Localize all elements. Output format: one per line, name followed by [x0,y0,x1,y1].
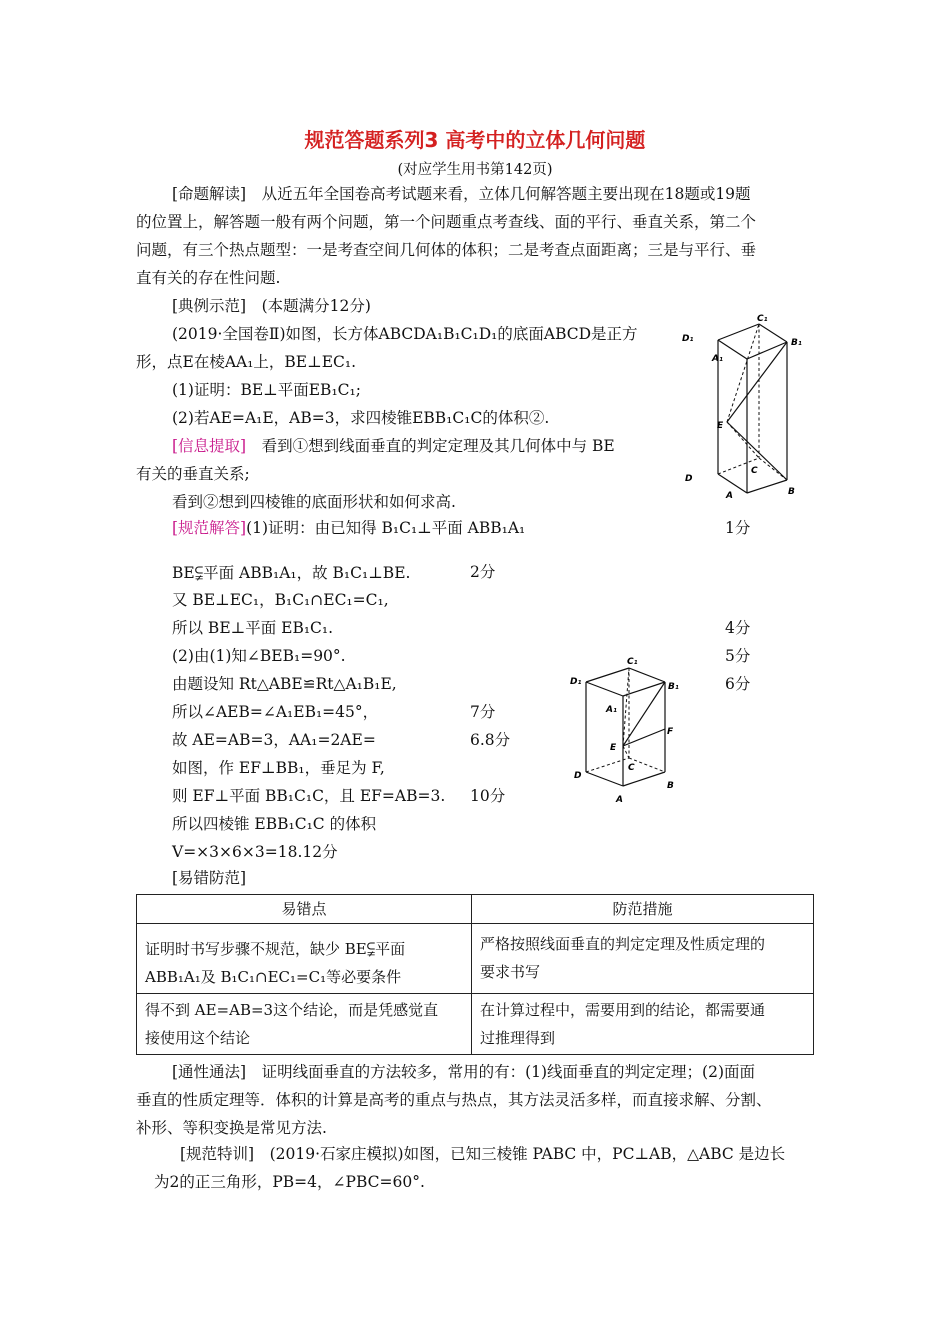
solution-step: BE⫋平面 ABB₁A₁，故 B₁C₁⊥BE. [172,562,411,584]
general-line: [通性通法] 证明线面垂直的方法较多，常用的有：(1)线面垂直的判定定理；(2)面面 [172,1063,756,1081]
solution-step: 由题设知 Rt△ABE≌Rt△A₁B₁E, [172,675,397,693]
table-cell: 得不到 AE=AB=3这个结论，而是凭感觉直 接使用这个结论 [137,994,472,1055]
problem-line: (2)若AE=A₁E，AB=3，求四棱锥EBB₁C₁C的体积②. [172,409,550,427]
label-B1: B₁ [668,682,679,692]
training-line: [规范特训] (2019·石家庄模拟)如图，已知三棱锥 PABC 中，PC⊥AB，△ABC 是边长 [180,1145,786,1163]
solution-first-line: [规范解答](1)证明：由已知得 B₁C₁⊥平面 ABB₁A₁ [172,519,526,537]
score: 6分 [725,675,751,693]
label-B: B [667,781,674,791]
score: 4分 [725,619,751,637]
label-C1: C₁ [757,314,768,324]
table-row [137,924,814,994]
intro-line: 的位置上，解答题一般有两个问题，第一个问题重点考查线、面的平行、垂直关系，第二个 [136,213,757,231]
training-line: 为2的正三角形，PB=4，∠PBC=60°. [154,1173,425,1191]
problem-line: (2019·全国卷Ⅱ)如图，长方体ABCDA₁B₁C₁D₁的底面ABCD是正方 [172,325,638,343]
label-A1: A₁ [606,705,617,715]
info-extraction [172,436,615,456]
info-line: 看到②想到四棱锥的底面形状和如何求高. [172,493,456,511]
solution-step: (2)由(1)知∠BEB₁=90°. [172,647,346,665]
table-cell: 在计算过程中，需要用到的结论，都需要通 过推理得到 [472,994,814,1055]
label-B: B [788,487,795,497]
info-text: 看到①想到线面垂直的判定定理及其几何体中与 BE [246,437,615,455]
solution-step: 所以∠AEB=∠A₁EB₁=45°， [172,703,379,721]
label-C: C [751,466,758,476]
table-row [137,994,814,1055]
score: 6.8分 [470,731,511,749]
intro-line: 问题，有三个热点题型：一是考查空间几何体的体积；二是考查点面距离；三是与平行、垂 [136,241,757,259]
table-cell: 严格按照线面垂直的判定定理及性质定理的 要求书写 [472,924,814,994]
intro-line: [命题解读] 从近五年全国卷高考试题来看，立体几何解答题主要出现在18题或19题 [172,185,751,203]
label-D: D [685,474,693,484]
cuboid-figure [676,308,822,498]
solution-step: 又 BE⊥EC₁，B₁C₁∩EC₁=C₁, [172,591,389,609]
solution-step: 所以 BE⊥平面 EB₁C₁. [172,619,334,637]
table-header: 易错点 [137,895,472,924]
page-title: 规范答题系列3 高考中的立体几何问题 [304,128,646,152]
label-A: A [726,491,733,498]
label-D1: D₁ [682,334,694,344]
solution-step: V=×3×6×3=18.12分 [172,843,338,861]
example-header: [典例示范] (本题满分12分) [172,297,371,315]
info-tag: [信息提取] [172,437,247,455]
score: 10分 [470,787,506,805]
label-D1: D₁ [570,677,582,687]
general-line: 垂直的性质定理等．体积的计算是高考的重点与热点，其方法灵活多样，而直接求解、分割、 [136,1091,772,1109]
label-E: E [610,743,617,753]
mistakes-table [136,894,814,1055]
score: 2分 [470,563,496,581]
score: 1分 [725,519,751,537]
label-D: D [574,771,582,781]
info-line: 有关的垂直关系; [136,465,250,483]
intro-line: 直有关的存在性问题. [136,269,281,287]
cuboid-figure-with-f [568,652,698,808]
label-C: C [628,763,635,773]
label-E: E [717,421,724,431]
solution-step: 所以四棱锥 EBB₁C₁C 的体积 [172,815,377,833]
solution-step: 则 EF⊥平面 BB₁C₁C，且 EF=AB=3. [172,787,446,805]
solution-step: 故 AE=AB=3，AA₁=2AE= [172,731,376,749]
label-A1: A₁ [712,354,723,364]
table-header-row [137,895,814,924]
mistakes-header: [易错防范] [172,869,247,887]
problem-line: (1)证明：BE⊥平面EB₁C₁; [172,381,361,399]
score: 5分 [725,647,751,665]
label-F: F [667,727,674,737]
label-A: A [616,795,623,805]
score: 7分 [470,703,496,721]
general-line: 补形、等积变换是常见方法. [136,1119,327,1137]
label-B1: B₁ [791,338,802,348]
solution-step: 如图，作 EF⊥BB₁，垂足为 F, [172,759,385,777]
table-header: 防范措施 [472,895,814,924]
label-C1: C₁ [627,657,638,667]
problem-line: 形，点E在棱AA₁上，BE⊥EC₁. [136,353,357,371]
page-subtitle: (对应学生用书第142页) [397,162,553,178]
table-cell: 证明时书写步骤不规范，缺少 BE⫋平面 ABB₁A₁及 B₁C₁∩EC₁=C₁等必要条件 [137,924,472,994]
solution-tag: [规范解答] [172,519,247,537]
